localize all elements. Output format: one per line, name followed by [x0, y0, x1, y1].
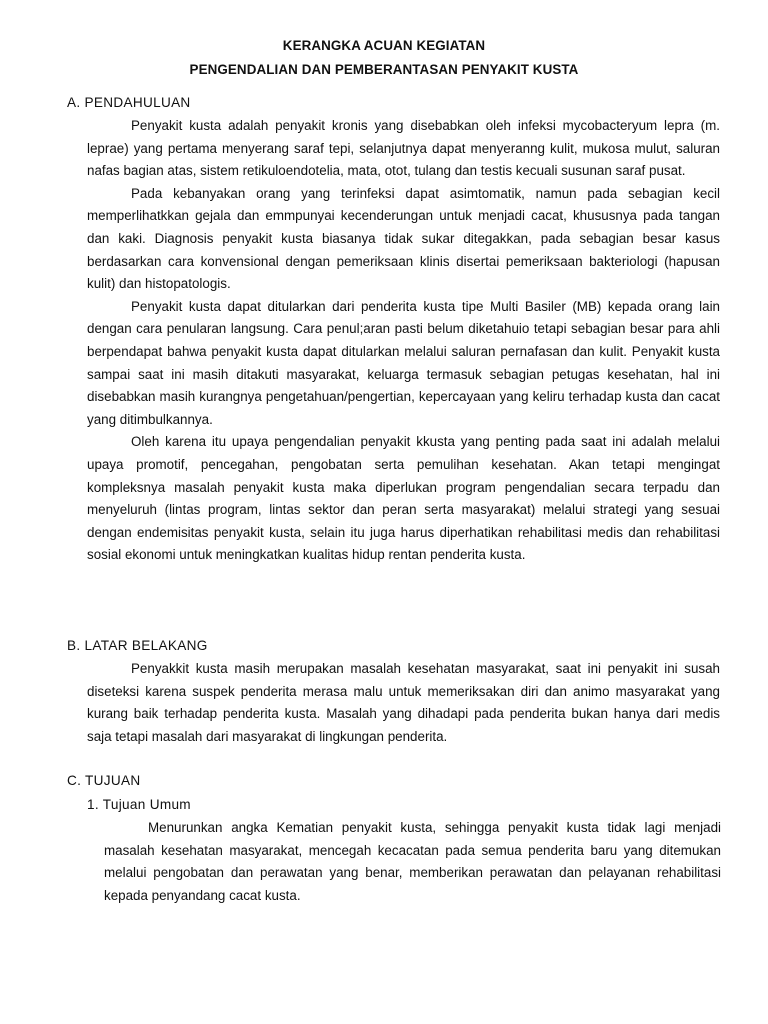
- subsection-heading-tujuan-umum: 1. Tujuan Umum: [87, 797, 191, 812]
- paragraph: Penyakkit kusta masih merupakan masalah kesehatan masyarakat, saat ini penyakit ini susah diseteksi karena suspek penderita merasa malu untuk memeriksakan diri dan animo masyarakat yang kurang baik terhadap penderita kusta. Masalah yang dihadapi pada penderita bukan hanya dari medis saja tetapi masalah dari masyarakat di lingkungan penderita.: [87, 661, 720, 744]
- paragraph: Oleh karena itu upaya pengendalian penyakit kkusta yang penting pada saat ini adalah melalui upaya promotif, pencegahan, pengobatan serta pemulihan kesehatan. Akan tetapi mengingat kompleksnya masalah penyakit kusta maka diperlukan program pengendalian secara terpadu dan menyeluruh (lintas program, lintas sektor dan peran serta masyarakat) melalui strategi yang sesuai dengan endemisitas penyakit kusta, selain itu juga harus diperhatikan rehabilitasi medis dan rehabilitasi sosial ekonomi untuk meningkatkan kualitas hidup rentan penderita kusta.: [87, 434, 720, 563]
- section-heading-latar-belakang: B. LATAR BELAKANG: [67, 638, 208, 653]
- paragraph: Penyakit kusta adalah penyakit kronis yang disebabkan oleh infeksi mycobacteryum lepra (m. leprae) yang pertama menyerang saraf tepi, selanjutnya dapat menyeranng kulit, mukosa mulut, saluran nafas bagian atas, sistem retikuloendotelia, mata, otot, tulang dan testis kecuali susunan saraf pusat.: [87, 118, 720, 179]
- section-heading-pendahuluan: A. PENDAHULUAN: [67, 95, 191, 110]
- section-heading-tujuan: C. TUJUAN: [67, 773, 141, 788]
- paragraph: Menurunkan angka Kematian penyakit kusta, sehingga penyakit kusta tidak lagi menjadi masalah kesehatan masyarakat, mencegah kecacatan pada semua penderita baru yang ditemukan melalui pengobatan dan perawatan yang benar, memberikan perawatan dan pelayanan rehabilitasi kepada penyandang cacat kusta.: [104, 820, 721, 903]
- paragraph: Pada kebanyakan orang yang terinfeksi dapat asimtomatik, namun pada sebagian kecil memperlihatkkan gejala dan emmpunyai kecenderungan untuk menjadi cacat, khususnya pada tangan dan kaki. Diagnosis penyakit kusta biasanya tidak sukar ditegakkan, pada sebagian besar kasus berdasarkan cara konvensional dengan pemeriksaan klinis disertai pemeriksaan bakteriologi (hapusan kulit) dan histopatologis.: [87, 185, 720, 292]
- document-title: KERANGKA ACUAN KEGIATAN: [282, 38, 486, 53]
- paragraph: Penyakit kusta dapat ditularkan dari penderita kusta tipe Multi Basiler (MB) kepada orang lain dengan cara penularan langsung. Cara penul;aran pasti belum diketahuio tetapi sebagian besar para ahli berpendapat bahwa penyakit kusta dapat ditularkan melalui saluran pernafasan dan kulit. Penyakit kusta sampai saat ini masih ditakuti masyarakat, keluarga termasuk sebagian petugas kesehatan, hal ini disebabkan masih kurangnya pengetahuan/pengertian, kepercayaan yang keliru terhadap kusta dan cacat yang ditimbulkannya.: [87, 298, 720, 427]
- section-body-tujuan-umum: [104, 817, 721, 907]
- section-body-latar-belakang: [87, 658, 720, 748]
- section-body-pendahuluan: [87, 115, 720, 567]
- document-subtitle: PENGENDALIAN DAN PEMBERANTASAN PENYAKIT KUSTA: [189, 62, 579, 77]
